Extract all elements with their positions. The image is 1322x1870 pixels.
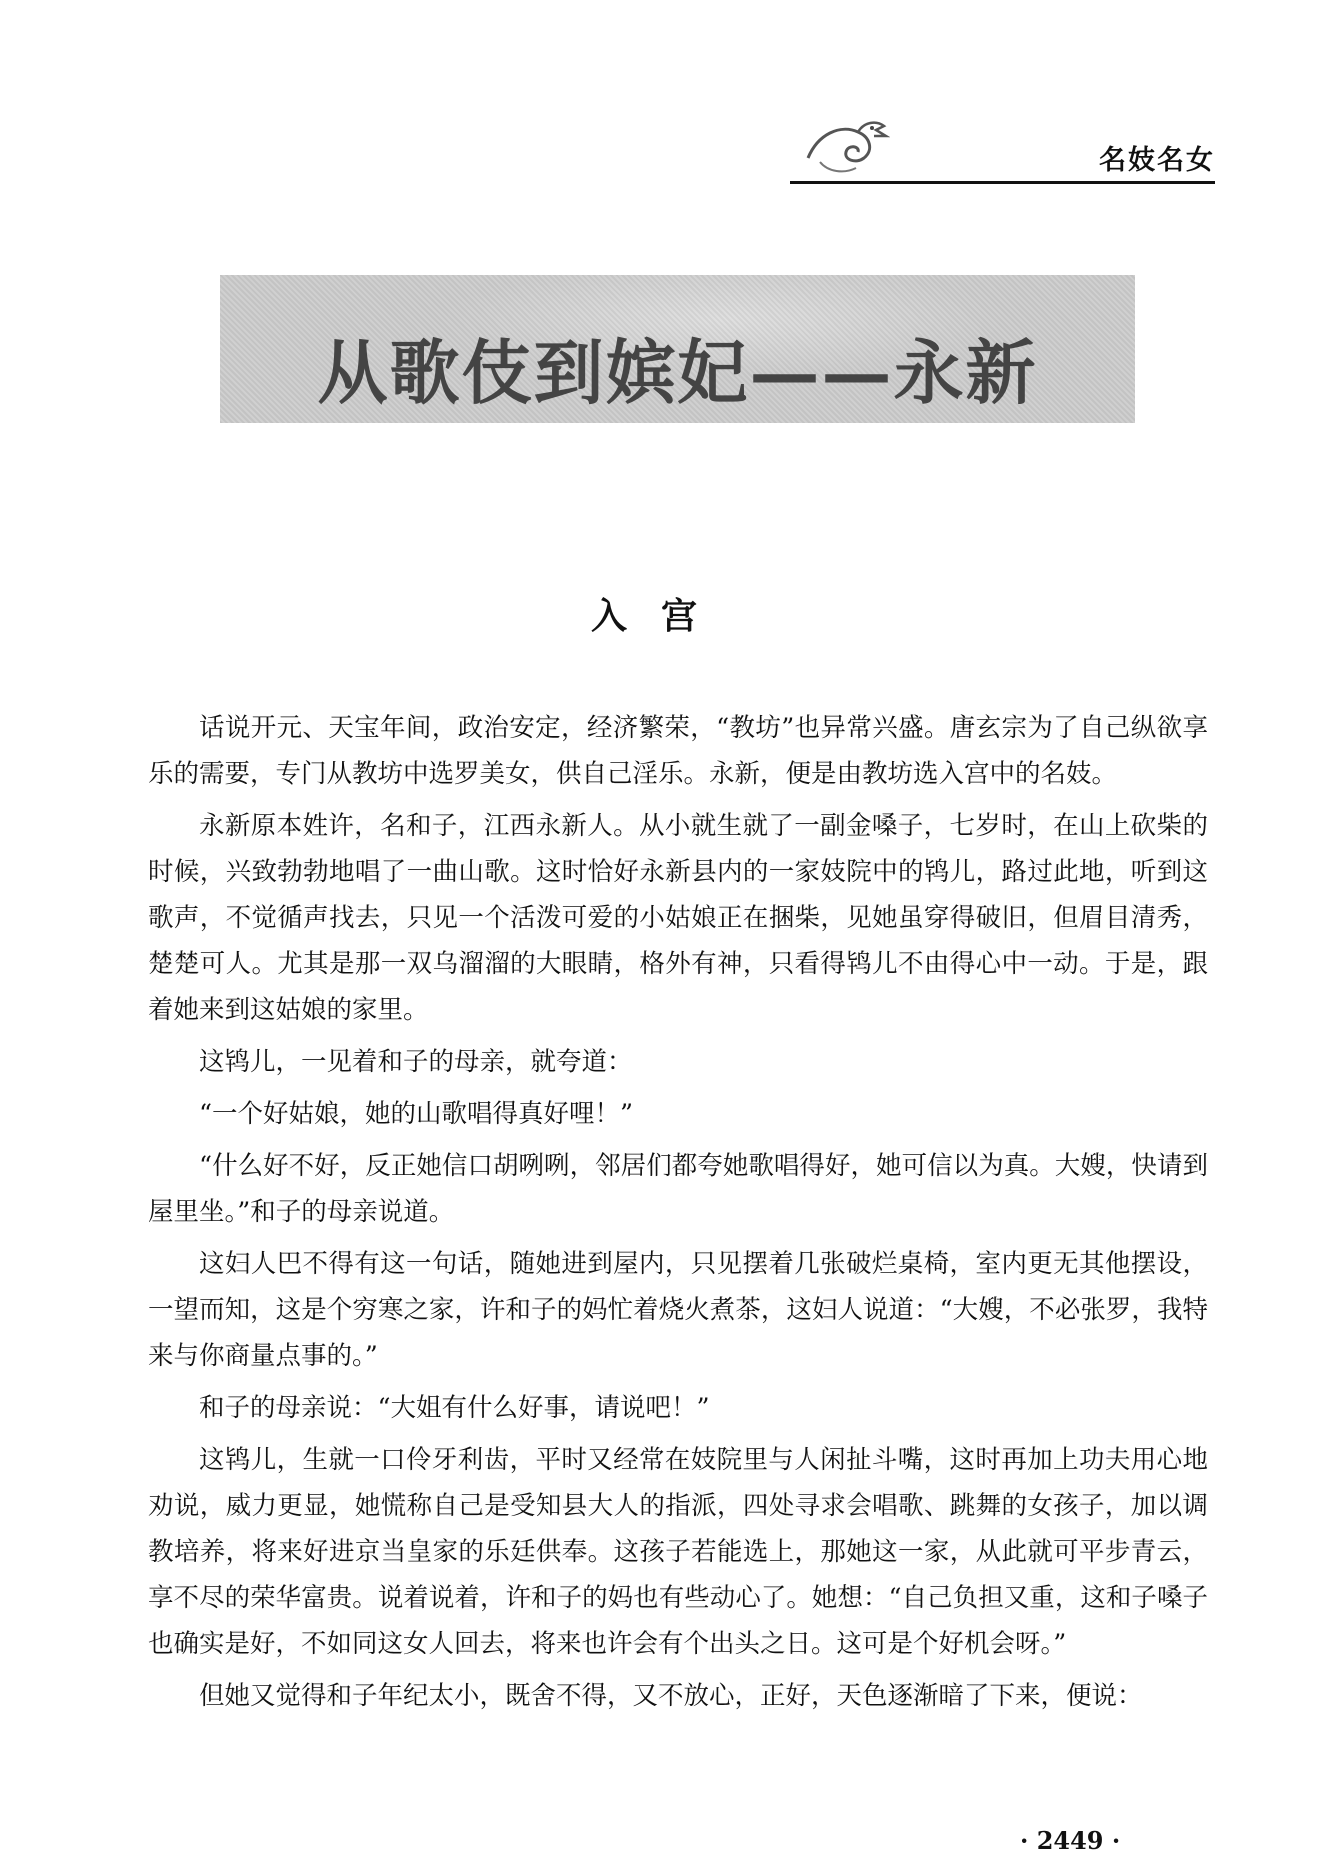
paragraph: 这鸨儿，生就一口伶牙利齿，平时又经常在妓院里与人闲扯斗嘴，这时再加上功夫用心地劝说，威力更显，她慌称自己是受知县大人的指派，四处寻求会唱歌、跳舞的女孩子，加以调教培养，将来好进京当皇家的乐廷供奉。这孩子若能选上，那她这一家，从此就可平步青云，享不尽的荣华富贵。说着说着，许和子的妈也有些动心了。她想：“自己负担又重，这和子嗓子也确实是好，不如同这女人回去，将来也许会有个出头之日。这可是个好机会呀。” bbox=[148, 1445, 1208, 1659]
section-title: 入宫 bbox=[590, 596, 731, 637]
page-number: · 2449 · bbox=[1020, 1826, 1121, 1855]
paragraph: 永新原本姓许，名和子，江西永新人。从小就生就了一副金嗓子，七岁时，在山上砍柴的时候，兴致勃勃地唱了一曲山歌。这时恰好永新县内的一家妓院中的鸨儿，路过此地，听到这歌声，不觉循声找去，只见一个活泼可爱的小姑娘正在捆柴，见她虽穿得破旧，但眉目清秀，楚楚可人。尤其是那一双乌溜溜的大眼睛，格外有神，只看得鸨儿不由得心中一动。于是，跟着她来到这姑娘的家里。 bbox=[148, 811, 1208, 1025]
paragraph: 和子的母亲说：“大姐有什么好事，请说吧！” bbox=[199, 1393, 710, 1423]
header-rule bbox=[790, 181, 1215, 184]
paragraph: 但她又觉得和子年纪太小，既舍不得，又不放心，正好，天色逐渐暗了下来，便说： bbox=[199, 1681, 1143, 1711]
paragraph: 话说开元、天宝年间，政治安定，经济繁荣，“教坊”也异常兴盛。唐玄宗为了自己纵欲享乐的需要，专门从教坊中选罗美女，供自己淫乐。永新，便是由教坊选入宫中的名妓。 bbox=[148, 713, 1208, 789]
paragraph: “一个好姑娘，她的山歌唱得真好哩！” bbox=[199, 1099, 634, 1129]
chapter-banner bbox=[220, 275, 1135, 423]
running-header-title: 名妓名女 bbox=[1099, 145, 1215, 176]
chapter-title: 从歌伎到嫔妃——永新 bbox=[317, 331, 1038, 414]
paragraph: “什么好不好，反正她信口胡咧咧，邻居们都夸她歌唱得好，她可信以为真。大嫂，快请到屋里坐。”和子的母亲说道。 bbox=[148, 1151, 1208, 1227]
running-header bbox=[790, 108, 1215, 188]
paragraph: 这鸨儿，一见着和子的母亲，就夸道： bbox=[199, 1047, 633, 1077]
body-text bbox=[148, 705, 1208, 1725]
paragraph: 这妇人巴不得有这一句话，随她进到屋内，只见摆着几张破烂桌椅，室内更无其他摆设，一望而知，这是个穷寒之家，许和子的妈忙着烧火煮茶，这妇人说道：“大嫂，不必张罗，我特来与你商量点事的。” bbox=[148, 1249, 1208, 1371]
dragon-ornament-icon bbox=[800, 114, 890, 178]
